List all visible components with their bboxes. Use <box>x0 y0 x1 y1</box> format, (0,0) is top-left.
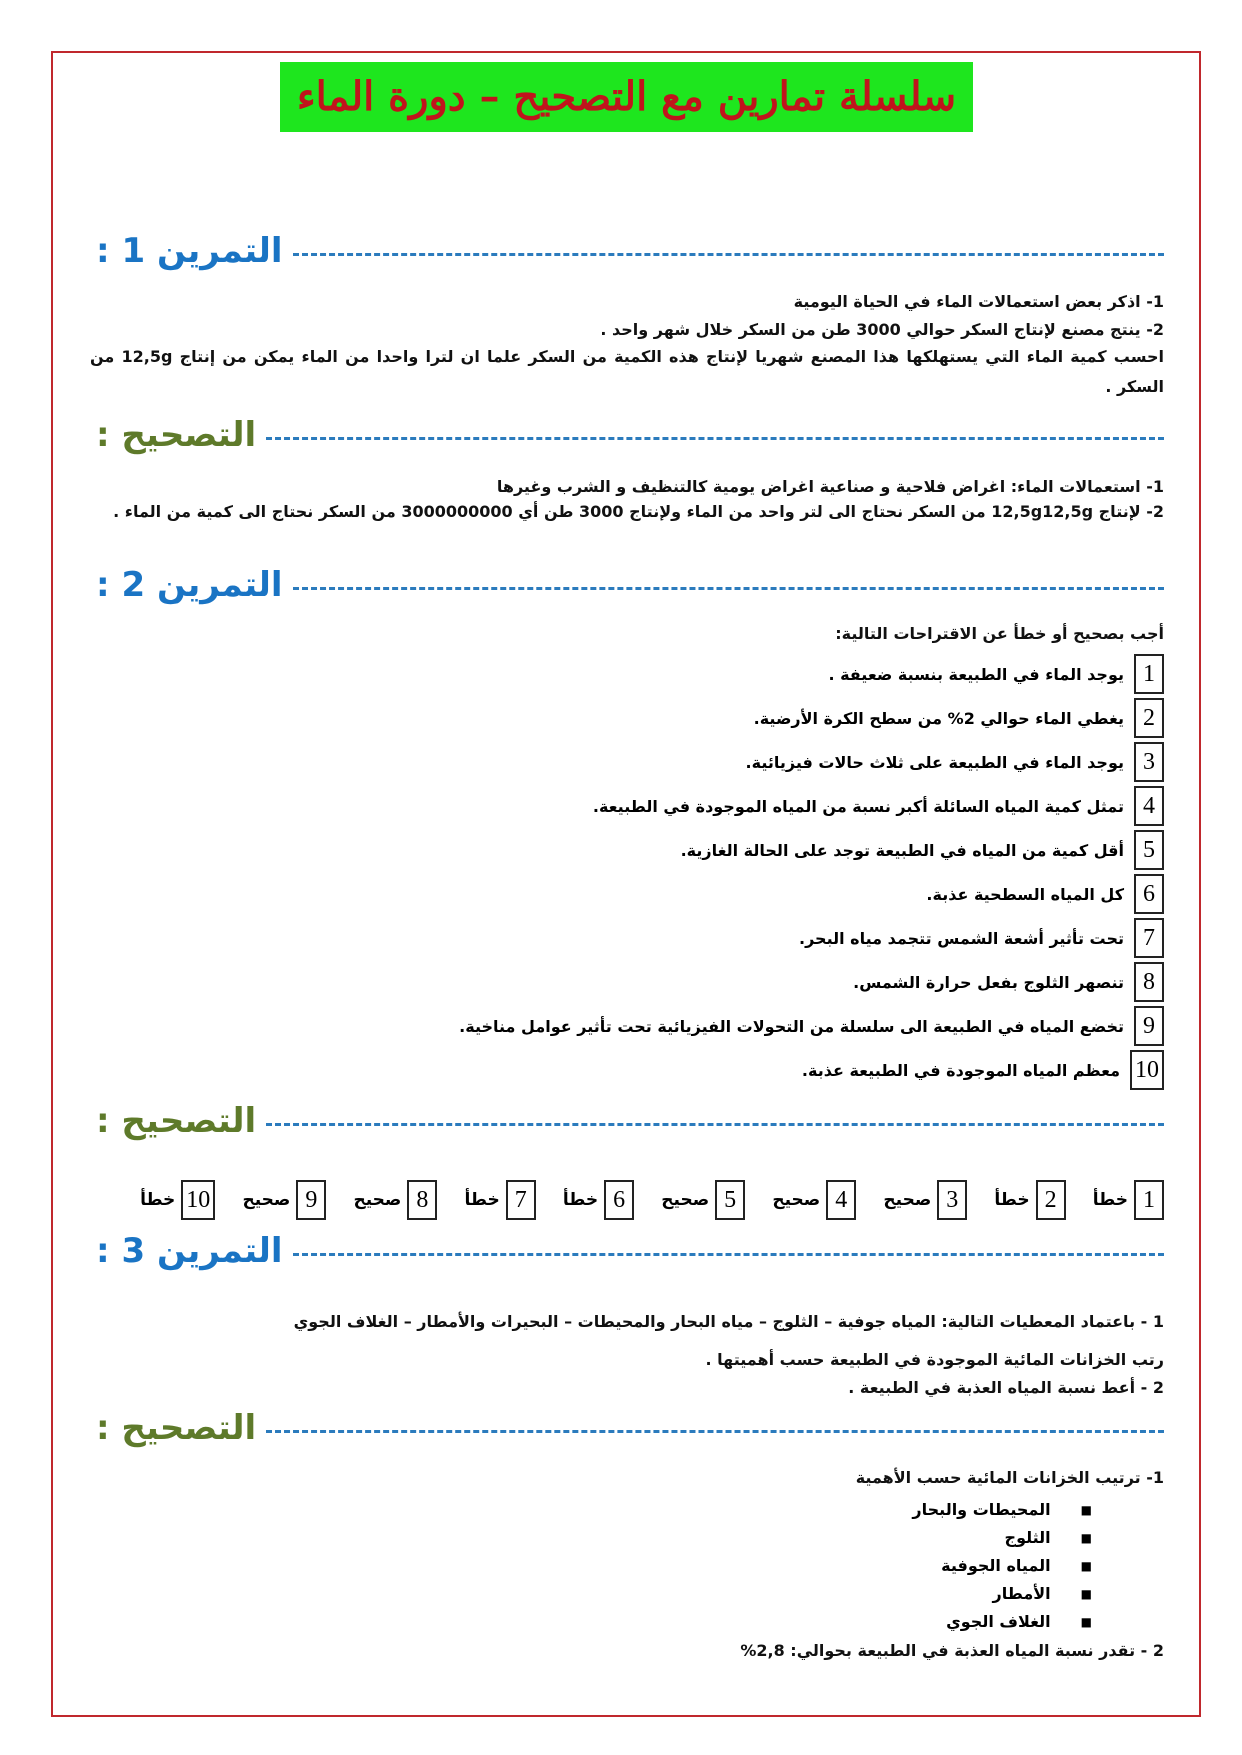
answer-value: خطأ <box>994 1190 1030 1210</box>
answer-number: 4 <box>826 1180 856 1220</box>
statement-text: يوجد الماء في الطبيعة على ثلاث حالات فيزيائية. <box>745 752 1124 772</box>
answer-value: صحيح <box>883 1190 932 1210</box>
statement-item <box>853 962 1164 1002</box>
bullet-icon: ■ <box>1080 1531 1092 1545</box>
list-item <box>912 1500 1092 1520</box>
item-number: 2 <box>1134 698 1164 738</box>
heading-label: التصحيح : <box>96 1101 257 1141</box>
divider <box>266 1430 1164 1433</box>
list-item <box>946 1612 1092 1632</box>
answer-value: خطأ <box>140 1190 176 1210</box>
divider <box>293 1253 1164 1256</box>
correction-1-heading <box>96 412 1164 458</box>
statement-item <box>926 874 1164 914</box>
statement-item <box>754 698 1164 738</box>
statement-text: معظم المياه الموجودة في الطبيعة عذبة. <box>801 1060 1120 1080</box>
answer-item <box>465 1180 536 1220</box>
answer-value: صحيح <box>242 1190 291 1210</box>
answer-number: 9 <box>296 1180 326 1220</box>
statement-item <box>593 786 1164 826</box>
item-number: 7 <box>1134 918 1164 958</box>
answers-row <box>140 1176 1164 1224</box>
divider <box>266 1123 1164 1126</box>
statement-text: تنصهر الثلوج بفعل حرارة الشمس. <box>853 972 1124 992</box>
cor3-a1: 1- ترتيب الخزانات المائية حسب الأهمية <box>855 1468 1164 1487</box>
ex2-intro: أجب بصحيح أو خطأ عن الاقتراحات التالية: <box>835 624 1164 643</box>
ex3-q2: 2 - أعط نسبة المياه العذبة في الطبيعة . <box>848 1378 1164 1397</box>
ex3-q1: 1 - باعتماد المعطيات التالية: المياه جوفية – الثلوج – مياه البحار والمحيطات – البحيرات والأمطار – الغلاف الجوي <box>293 1312 1164 1331</box>
answer-value: خطأ <box>1092 1190 1128 1210</box>
statement-item <box>828 654 1164 694</box>
statement-text: أقل كمية من المياه في الطبيعة توجد على الحالة الغازية. <box>680 840 1124 860</box>
answer-value: صحيح <box>353 1190 402 1210</box>
exercise-2-heading <box>96 562 1164 608</box>
exercise-3-heading <box>96 1228 1164 1274</box>
statement-item <box>802 1050 1164 1090</box>
correction-3-heading <box>96 1405 1164 1451</box>
item-number: 10 <box>1130 1050 1164 1090</box>
heading-label: التصحيح : <box>96 1408 257 1448</box>
item-number: 3 <box>1134 742 1164 782</box>
cor1-a2: 2- لإنتاج 12,5g12,5g من السكر نحتاج الى لتر واحد من الماء ولإنتاج 3000 طن أي 3000000000 من السكر نحتاج الى كمية من الماء . <box>113 502 1164 521</box>
answer-number: 5 <box>715 1180 745 1220</box>
statement-item <box>459 1006 1164 1046</box>
answer-number: 8 <box>407 1180 437 1220</box>
ex1-q2: 2- ينتج مصنع لإنتاج السكر حوالي 3000 طن من السكر خلال شهر واحد . <box>600 320 1164 339</box>
statement-text: تمثل كمية المياه السائلة أكبر نسبة من المياه الموجودة في الطبيعة. <box>592 796 1124 816</box>
ex1-q1: 1- اذكر بعض استعمالات الماء في الحياة اليومية <box>793 292 1164 311</box>
statement-text: كل المياه السطحية عذبة. <box>926 884 1124 904</box>
answer-number: 10 <box>181 1180 215 1220</box>
answer-value: خطأ <box>464 1190 500 1210</box>
statement-text: يوجد الماء في الطبيعة بنسبة ضعيفة . <box>828 664 1124 684</box>
correction-2-heading <box>96 1098 1164 1144</box>
list-item-text: الأمطار <box>992 1584 1051 1603</box>
ex3-q1b: رتب الخزانات المائية الموجودة في الطبيعة حسب أهميتها . <box>705 1350 1164 1369</box>
answer-item <box>353 1180 437 1220</box>
answer-number: 2 <box>1036 1180 1066 1220</box>
answer-number: 1 <box>1134 1180 1164 1220</box>
answer-number: 7 <box>506 1180 536 1220</box>
answer-item <box>994 1180 1065 1220</box>
item-number: 1 <box>1134 654 1164 694</box>
heading-label: التصحيح : <box>96 415 257 455</box>
item-number: 5 <box>1134 830 1164 870</box>
list-item-text: الغلاف الجوي <box>946 1612 1051 1631</box>
divider <box>266 437 1164 440</box>
heading-label: التمرين 1 : <box>96 231 283 271</box>
answer-item <box>242 1180 326 1220</box>
statement-text: يغطي الماء حوالي 2% من سطح الكرة الأرضية. <box>753 708 1124 728</box>
divider <box>293 587 1164 590</box>
bullet-icon: ■ <box>1080 1503 1092 1517</box>
answer-item <box>563 1180 634 1220</box>
heading-label: التمرين 3 : <box>96 1231 283 1271</box>
answer-number: 3 <box>937 1180 967 1220</box>
item-number: 6 <box>1134 874 1164 914</box>
item-number: 4 <box>1134 786 1164 826</box>
bullet-icon: ■ <box>1080 1615 1092 1629</box>
answer-number: 6 <box>604 1180 634 1220</box>
divider <box>293 253 1164 256</box>
list-item-text: المحيطات والبحار <box>912 1500 1051 1519</box>
answer-item <box>140 1180 215 1220</box>
list-item-text: الثلوج <box>1004 1528 1051 1547</box>
bullet-icon: ■ <box>1080 1559 1092 1573</box>
statement-text: تخضع المياه في الطبيعة الى سلسلة من التحولات الفيزيائية تحت تأثير عوامل مناخية. <box>459 1016 1124 1036</box>
cor1-a1: 1- استعمالات الماء: اغراض فلاحية و صناعية اغراض يومية كالتنظيف و الشرب وغيرها <box>496 477 1164 496</box>
heading-label: التمرين 2 : <box>96 565 283 605</box>
list-item <box>1005 1528 1092 1548</box>
statement-item <box>746 742 1164 782</box>
statement-item <box>681 830 1164 870</box>
bullet-icon: ■ <box>1080 1587 1092 1601</box>
answer-item <box>883 1180 967 1220</box>
list-item <box>941 1556 1092 1576</box>
list-item <box>993 1584 1092 1604</box>
answer-value: صحيح <box>661 1190 710 1210</box>
item-number: 9 <box>1134 1006 1164 1046</box>
answer-value: خطأ <box>562 1190 599 1210</box>
cor3-a2: 2 - تقدر نسبة المياه العذبة في الطبيعة بحوالي: 2,8% <box>740 1641 1164 1660</box>
answer-value: صحيح <box>772 1190 821 1210</box>
statement-text: تحت تأثير أشعة الشمس تتجمد مياه البحر. <box>799 928 1124 948</box>
document-title: سلسلة تمارين مع التصحيح – دورة الماء <box>280 62 973 132</box>
list-item-text: المياه الجوفية <box>941 1556 1051 1575</box>
ex1-q2b: احسب كمية الماء التي يستهلكها هذا المصنع شهريا لإنتاج هذه الكمية من السكر علما ان لترا واحدا من الماء يمكن من إنتاج 12,5g من السكر . <box>90 347 1164 396</box>
item-number: 8 <box>1134 962 1164 1002</box>
exercise-1-heading <box>96 228 1164 274</box>
answer-item <box>772 1180 856 1220</box>
answer-item <box>1093 1180 1164 1220</box>
answer-item <box>661 1180 745 1220</box>
statement-item <box>799 918 1164 958</box>
